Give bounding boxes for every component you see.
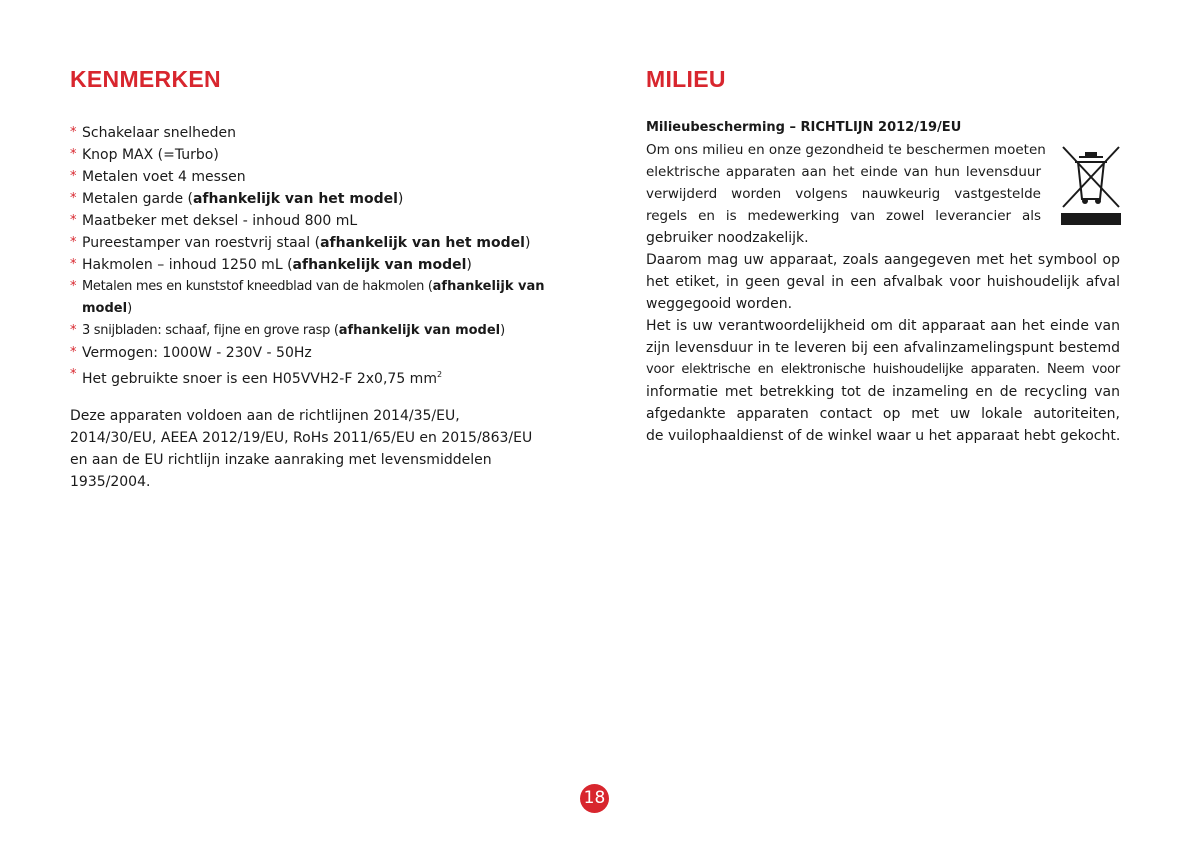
- text-line: verwijderd worden volgens nauwkeurig vastgestelde: [646, 186, 1041, 202]
- text-line: Om ons milieu en onze gezondheid te beschermen moeten: [646, 142, 1046, 158]
- feature-item: * Vermogen: 1000W - 230V - 50Hz: [70, 342, 546, 364]
- text-line: weggegooid worden.: [646, 296, 793, 312]
- bullet-icon: *: [70, 323, 77, 338]
- bullet-icon: *: [70, 169, 77, 184]
- text-line: Het is uw verantwoordelijkheid om dit apparaat aan het einde van: [646, 318, 1120, 334]
- feature-item: * Hakmolen – inhoud 1250 mL (afhankelijk van model): [70, 254, 546, 276]
- bullet-icon: *: [70, 257, 77, 272]
- bullet-icon: *: [70, 147, 77, 162]
- feature-item: * Schakelaar snelheden: [70, 122, 546, 144]
- milieu-text: [646, 139, 1120, 447]
- bullet-icon: *: [70, 345, 77, 360]
- section-title-milieu: MILIEU: [646, 66, 726, 92]
- text-line: zijn levensduur in te leveren bij een afvalinzamelingspunt bestemd: [646, 340, 1120, 356]
- bullet-icon: *: [70, 235, 77, 250]
- bullet-icon: *: [70, 191, 77, 206]
- feature-list: [70, 122, 546, 390]
- feature-item: * Metalen voet 4 messen: [70, 166, 546, 188]
- bullet-icon: *: [70, 367, 77, 382]
- crossed-out-wheelie-bin-icon: [1061, 145, 1121, 227]
- text-line: afgedankte apparaten contact op met uw lokale autoriteiten,: [646, 406, 1120, 422]
- page-number: 18: [580, 784, 609, 813]
- feature-item: * Metalen garde (afhankelijk van het model): [70, 188, 546, 210]
- feature-item: * Maatbeker met deksel - inhoud 800 mL: [70, 210, 546, 232]
- text-line: elektrische apparaten aan het einde van hun levensduur: [646, 164, 1041, 180]
- feature-item: * Knop MAX (=Turbo): [70, 144, 546, 166]
- bullet-icon: *: [70, 213, 77, 228]
- text-line: regels en is medewerking van zowel leverancier als: [646, 208, 1041, 224]
- text-line: het etiket, in geen geval in een afvalbak voor huishoudelijk afval: [646, 274, 1120, 290]
- feature-item: * 3 snijbladen: schaaf, fijne en grove rasp (afhankelijk van model): [70, 320, 546, 342]
- feature-item: * Metalen mes en kunststof kneedblad van de hakmolen (afhankelijk van model): [70, 276, 546, 320]
- text-line: Daarom mag uw apparaat, zoals aangegeven met het symbool op: [646, 252, 1120, 268]
- bullet-icon: *: [70, 279, 77, 294]
- feature-item: * Pureestamper van roestvrij staal (afhankelijk van het model): [70, 232, 546, 254]
- feature-item: * Het gebruikte snoer is een H05VVH2-F 2x0,75 $mm^2$: [70, 364, 546, 390]
- text-line: informatie met betrekking tot de inzameling en de recycling van: [646, 384, 1120, 400]
- text-line: gebruiker noodzakelijk.: [646, 230, 809, 246]
- text-line: de vuilophaaldienst of de winkel waar u het apparaat hebt gekocht.: [646, 428, 1121, 444]
- section-title-kenmerken: KENMERKEN: [70, 66, 221, 92]
- text-line: voor elektrische en elektronische huishoudelijke apparaten. Neem voor: [646, 362, 1120, 377]
- milieu-subtitle: Milieubescherming – RICHTLIJN 2012/19/EU: [646, 120, 962, 135]
- compliance-paragraph: Deze apparaten voldoen aan de richtlijnen 2014/35/EU, 2014/30/EU, AEEA 2012/19/EU, RoHs 2011/65/EU en 2015/863/EU en aan de EU richtlijn inzake aanraking met levensmiddelen 1935/2004.: [70, 408, 533, 490]
- bullet-icon: *: [70, 125, 77, 140]
